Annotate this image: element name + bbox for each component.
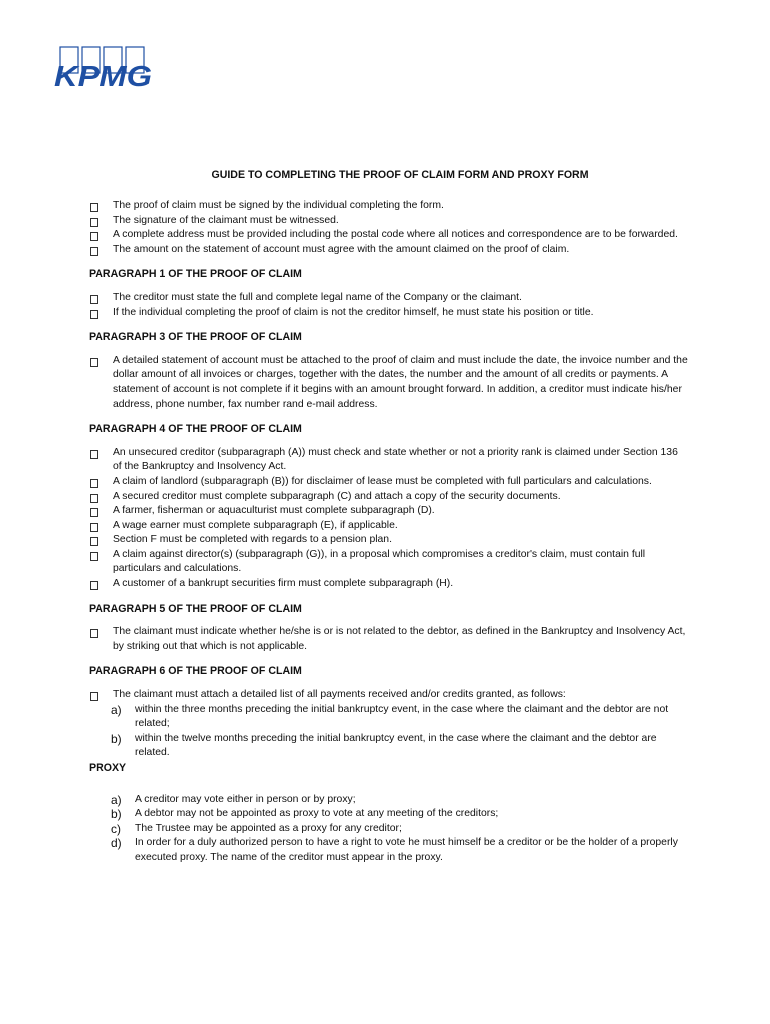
list-item: Section F must be completed with regards to a pension plan. <box>89 533 689 548</box>
section-heading-paragraph-4: PARAGRAPH 4 OF THE PROOF OF CLAIM <box>89 423 302 436</box>
section-heading-paragraph-3: PARAGRAPH 3 OF THE PROOF OF CLAIM <box>89 331 302 344</box>
proxy-list-item: b) A debtor may not be appointed as proxy to vote at any meeting of the creditors; <box>111 807 499 822</box>
page-title: GUIDE TO COMPLETING THE PROOF OF CLAIM FORM AND PROXY FORM <box>211 169 589 181</box>
checkbox-bullet-icon <box>89 548 113 577</box>
checkbox-bullet-icon <box>89 504 113 519</box>
svg-text:KPMG: KPMG <box>54 61 152 92</box>
list-item: A claim of landlord (subparagraph (B)) for disclaimer of lease must be completed with full particulars and calculations. <box>89 475 689 490</box>
list-item: A customer of a bankrupt securities firm must complete subparagraph (H). <box>89 577 689 592</box>
checkbox-bullet-icon <box>89 625 113 654</box>
checkbox-bullet-icon <box>89 475 113 490</box>
checkbox-bullet-icon <box>89 688 113 703</box>
list-item: A complete address must be provided including the postal code where all notices and correspondence are to be forwarded. <box>89 228 689 243</box>
checkbox-bullet-icon <box>89 228 113 243</box>
intro-list <box>89 199 689 257</box>
checkbox-bullet-icon <box>89 446 113 475</box>
proxy-list-item: c) The Trustee may be appointed as a proxy for any creditor; <box>111 821 402 836</box>
sub-list-item: b) within the twelve months preceding the initial bankruptcy event, in the case where the claimant and the debtor are related. <box>111 731 657 759</box>
checkbox-bullet-icon <box>89 354 113 412</box>
checkbox-bullet-icon <box>89 199 113 214</box>
list-item: The amount on the statement of account must agree with the amount claimed on the proof of claim. <box>89 243 689 258</box>
section-heading-paragraph-6: PARAGRAPH 6 OF THE PROOF OF CLAIM <box>89 665 302 678</box>
checkbox-bullet-icon <box>89 577 113 592</box>
list-item: A farmer, fisherman or aquaculturist must complete subparagraph (D). <box>89 504 689 519</box>
list-item: The claimant must indicate whether he/she is or is not related to the debtor, as defined in the Bankruptcy and Insolvency Act, by striking out that which is not applicable. <box>89 625 689 654</box>
list-item: A secured creditor must complete subparagraph (C) and attach a copy of the security documents. <box>89 490 689 505</box>
checkbox-bullet-icon <box>89 214 113 229</box>
list-item: A detailed statement of account must be attached to the proof of claim and must include the date, the invoice number and the dollar amount of all invoices or charges, together with the dates, the number and the amount of all credits or payments. A statement of account is not complete if it begins with an amount brought forward. In addition, a creditor must indicate his/her address, phone number, fax number rand e-mail address. <box>89 354 689 412</box>
kpmg-logo <box>54 46 154 92</box>
section-heading-paragraph-5: PARAGRAPH 5 OF THE PROOF OF CLAIM <box>89 602 302 615</box>
checkbox-bullet-icon <box>89 533 113 548</box>
proxy-list-item: d) In order for a duly authorized person to have a right to vote he must himself be a creditor or be the holder of a properly executed proxy. The name of the creditor must appear in the proxy. <box>111 836 678 863</box>
checkbox-bullet-icon <box>89 243 113 258</box>
list-item: The claimant must attach a detailed list of all payments received and/or credits granted, as follows: <box>89 688 689 703</box>
list-item: A wage earner must complete subparagraph (E), if applicable. <box>89 519 689 534</box>
checkbox-bullet-icon <box>89 306 113 321</box>
sub-list-item: a) within the three months preceding the initial bankruptcy event, in the case where the claimant and the debtor are not related; <box>111 702 669 730</box>
list-item: A claim against director(s) (subparagraph (G)), in a proposal which compromises a creditor's claim, must contain full particulars and calculations. <box>89 548 689 577</box>
section-heading-proxy: PROXY <box>89 762 127 774</box>
list-item: The signature of the claimant must be witnessed. <box>89 214 689 229</box>
document-body <box>89 199 689 866</box>
checkbox-bullet-icon <box>89 519 113 534</box>
checkbox-bullet-icon <box>89 291 113 306</box>
list-item: If the individual completing the proof of claim is not the creditor himself, he must state his position or title. <box>89 306 689 321</box>
list-item: The proof of claim must be signed by the individual completing the form. <box>89 199 689 214</box>
proxy-list-item: a) A creditor may vote either in person or by proxy; <box>111 792 356 807</box>
list-item: The creditor must state the full and complete legal name of the Company or the claimant. <box>89 291 689 306</box>
checkbox-bullet-icon <box>89 490 113 505</box>
list-item: An unsecured creditor (subparagraph (A)) must check and state whether or not a priority rank is claimed under Section 136 of the Bankruptcy and Insolvency Act. <box>89 446 689 475</box>
section-heading-paragraph-1: PARAGRAPH 1 OF THE PROOF OF CLAIM <box>89 268 302 281</box>
